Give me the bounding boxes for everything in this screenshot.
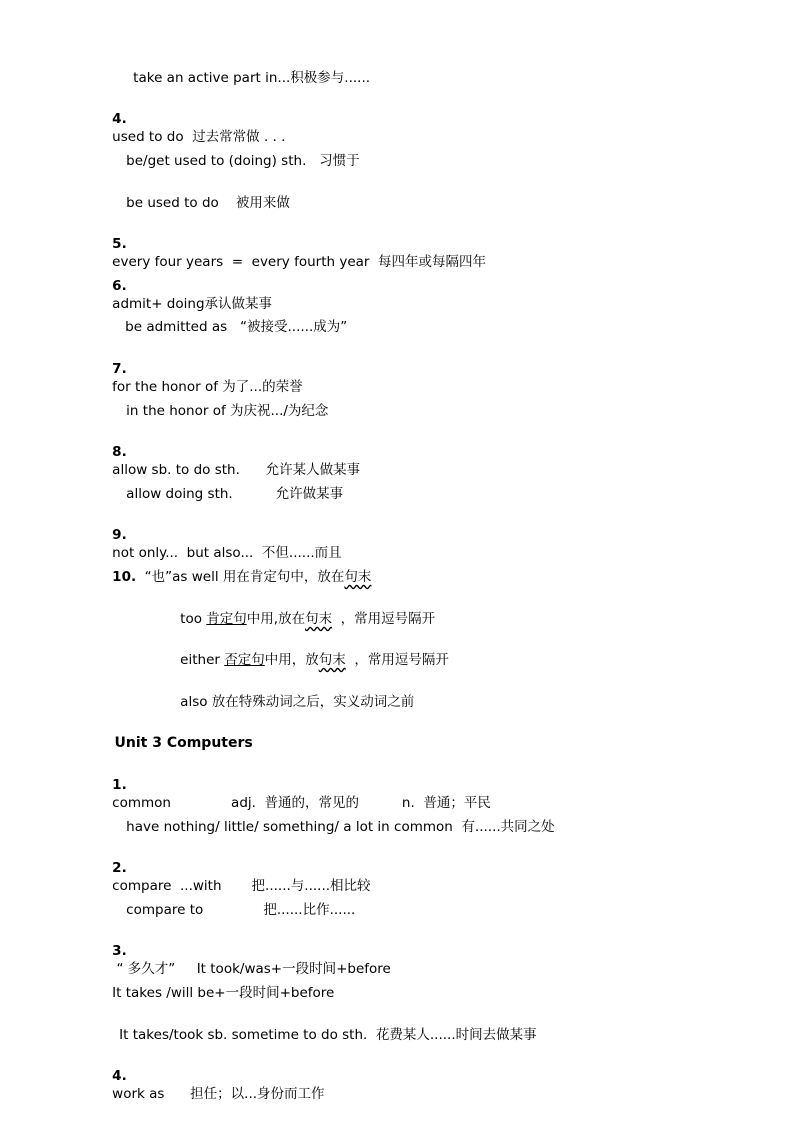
item-number: 7. xyxy=(112,361,127,377)
item-text: every four years = every fourth year 每四年或每隔四年 xyxy=(112,254,487,270)
line-text: take an active part in...积极参与...... xyxy=(133,70,371,86)
emphasis-text: 句末 xyxy=(305,611,333,627)
item-text: common adj. 普通的，常见的 n. 普通；平民 xyxy=(112,795,491,811)
line-text: compare to 把......比作...... xyxy=(126,902,356,918)
item-number: 8. xyxy=(112,444,127,460)
line-text: also 放在特殊动词之后，实义动词之前 xyxy=(180,694,415,710)
item-text: not only... but also... 不但......而且 xyxy=(112,545,342,561)
item-number: 2. xyxy=(112,860,127,876)
heading-text: Unit 3 Computers xyxy=(114,735,253,751)
line-text: too xyxy=(180,611,207,627)
item-text: “ 多久才” It took/was+一段时间+before xyxy=(112,961,391,977)
item-text: for the honor of 为了...的荣誉 xyxy=(112,379,303,395)
item-number: 4. xyxy=(112,1068,127,1084)
item-number: 9. xyxy=(112,527,127,543)
item-text: compare ...with 把......与......相比较 xyxy=(112,878,371,894)
line-text: ，常用逗号隔开 xyxy=(345,652,449,668)
line-text: 中用,放在 xyxy=(246,611,306,627)
underlined-text: 否定句 xyxy=(224,652,265,668)
item-text: “也”as well 用在肯定句中，放在 xyxy=(136,569,345,585)
emphasis-text: 句末 xyxy=(344,569,372,585)
item-number: 10. xyxy=(112,569,137,585)
line-text: in the honor of 为庆祝.../为纪念 xyxy=(126,403,329,419)
list-item xyxy=(95,1049,325,1121)
item-number: 1. xyxy=(112,777,127,793)
item-number: 3. xyxy=(112,943,127,959)
line-text: be admitted as “被接受......成为” xyxy=(125,319,348,335)
item-number: 5. xyxy=(112,236,127,252)
line-text: It takes/took sb. sometime to do sth. 花费某人......时间去做某事 xyxy=(119,1027,537,1043)
line-text: allow doing sth. 允许做某事 xyxy=(126,486,344,502)
emphasis-text: 句末 xyxy=(318,652,346,668)
line-text: 中用，放 xyxy=(264,652,319,668)
line-text: have nothing/ little/ something/ a lot in common 有......共同之处 xyxy=(126,819,555,835)
item-text: used to do 过去常常做 . . . xyxy=(112,129,286,145)
item-number: 4. xyxy=(112,111,127,127)
underlined-text: 肯定句 xyxy=(206,611,247,627)
item-text: allow sb. to do sth. 允许某人做某事 xyxy=(112,462,361,478)
line-text: either xyxy=(180,652,225,668)
line-text: be/get used to (doing) sth. 习惯于 xyxy=(126,153,360,169)
line-text: be used to do 被用来做 xyxy=(126,195,290,211)
line-text: It takes /will be+一段时间+before xyxy=(112,985,335,1001)
line-text: ，常用逗号隔开 xyxy=(332,611,436,627)
item-number: 6. xyxy=(112,278,127,294)
item-text: admit+ doing承认做某事 xyxy=(112,296,273,312)
item-text: work as 担任；以...身份而工作 xyxy=(112,1086,325,1102)
